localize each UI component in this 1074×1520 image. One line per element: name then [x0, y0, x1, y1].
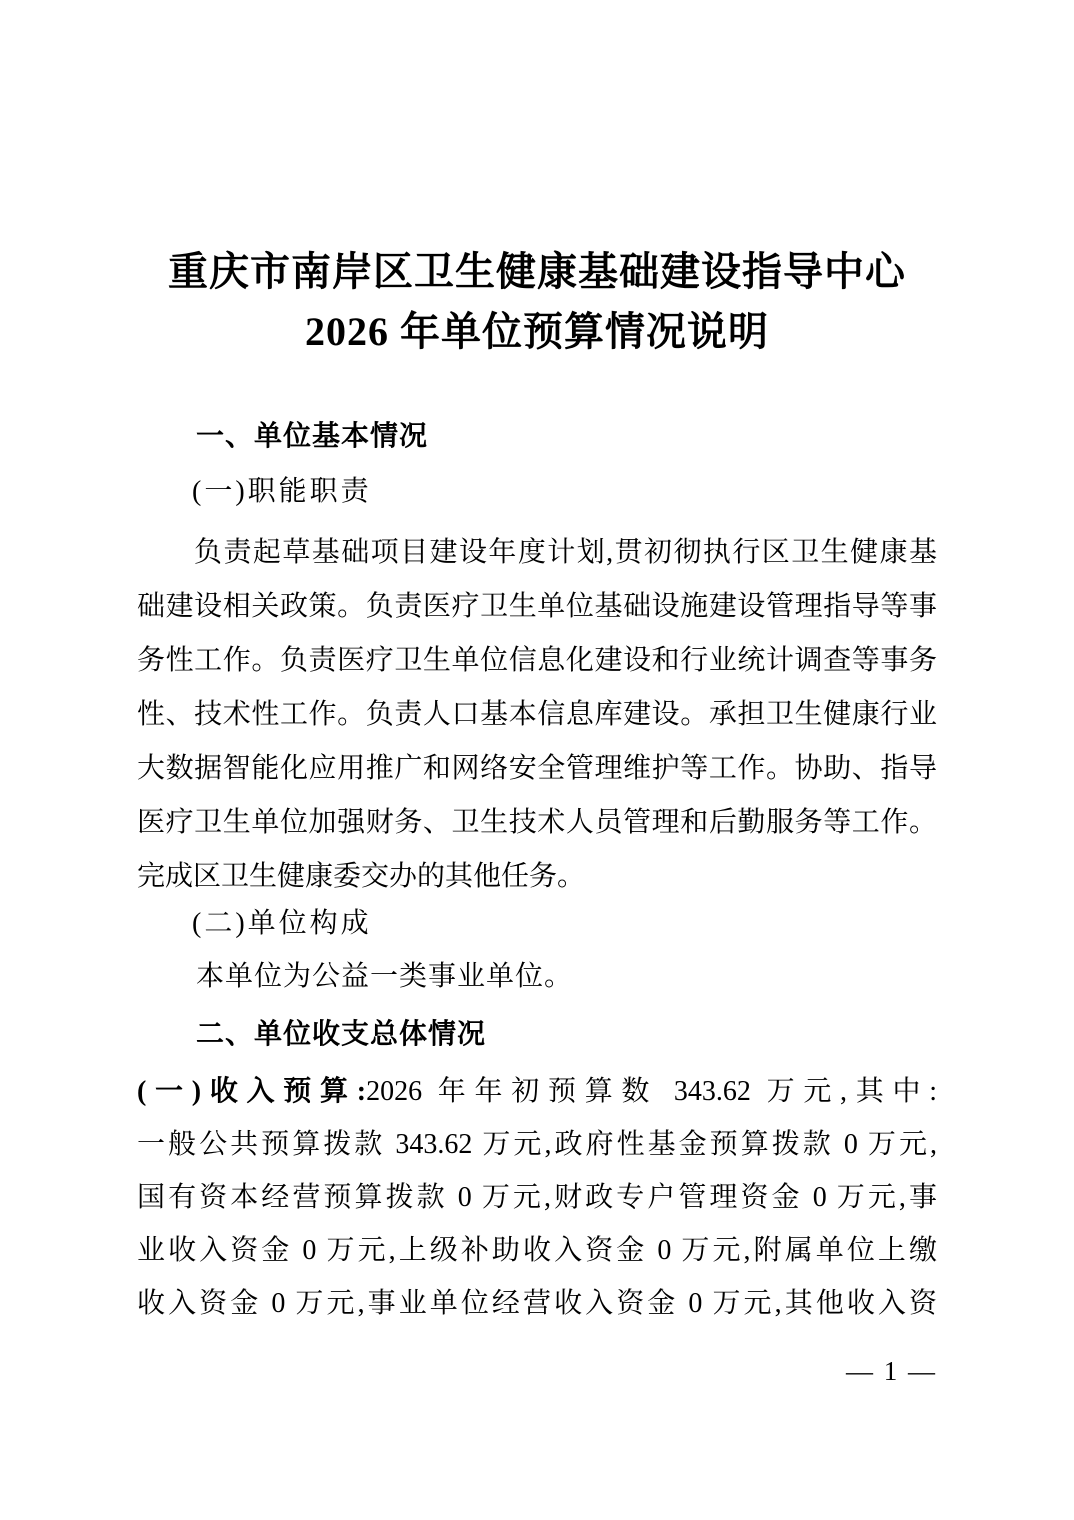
document-title-line-1: 重庆市南岸区卫生健康基础建设指导中心 — [168, 249, 906, 294]
paragraph-line: 性、技术性工作。负责人口基本信息库建设。承担卫生健康行业 — [137, 699, 937, 730]
page-number: — 1 — — [846, 1356, 937, 1386]
paragraph-line: 完成区卫生健康委交办的其他任务。 — [137, 861, 586, 892]
document-title-line-2: 2026 年单位预算情况说明 — [305, 309, 769, 354]
section-2-heading: 二、单位收支总体情况 — [196, 1018, 487, 1049]
paragraph-line: 负责起草基础项目建设年度计划,贯初彻执行区卫生健康基 — [194, 537, 937, 568]
paragraph-line: 收入资金 0 万元,事业单位经营收入资金 0 万元,其他收入资 — [137, 1288, 937, 1319]
functions-paragraph — [137, 526, 937, 904]
paragraph-line: 业收入资金 0 万元,上级补助收入资金 0 万元,附属单位上缴 — [137, 1235, 937, 1266]
paragraph-line — [137, 1065, 937, 1118]
paragraph-line: 医疗卫生单位加强财务、卫生技术人员管理和后勤服务等工作。 — [137, 807, 937, 838]
section-1-sub-1-heading: (一)职能职责 — [192, 476, 372, 507]
paragraph-line: 础建设相关政策。负责医疗卫生单位基础设施建设管理指导等事 — [137, 591, 937, 622]
paragraph-line: 大数据智能化应用推广和网络安全管理维护等工作。协助、指导 — [137, 753, 937, 784]
income-budget-lead-rest: 2026 年年初预算数 343.62 万元,其中: — [366, 1076, 937, 1107]
unit-composition-text: 本单位为公益一类事业单位。 — [196, 961, 574, 992]
section-1-sub-2-heading: (二)单位构成 — [192, 908, 372, 939]
paragraph-line: 务性工作。负责医疗卫生单位信息化建设和行业统计调查等事务 — [137, 645, 937, 676]
paragraph-line: 一般公共预算拨款 343.62 万元,政府性基金预算拨款 0 万元, — [137, 1129, 937, 1160]
income-budget-lead: (一)收入预算: — [137, 1076, 367, 1107]
section-1-heading: 一、单位基本情况 — [196, 420, 429, 451]
paragraph-line: 国有资本经营预算拨款 0 万元,财政专户管理资金 0 万元,事 — [137, 1182, 937, 1213]
income-budget-paragraph — [137, 1065, 937, 1330]
